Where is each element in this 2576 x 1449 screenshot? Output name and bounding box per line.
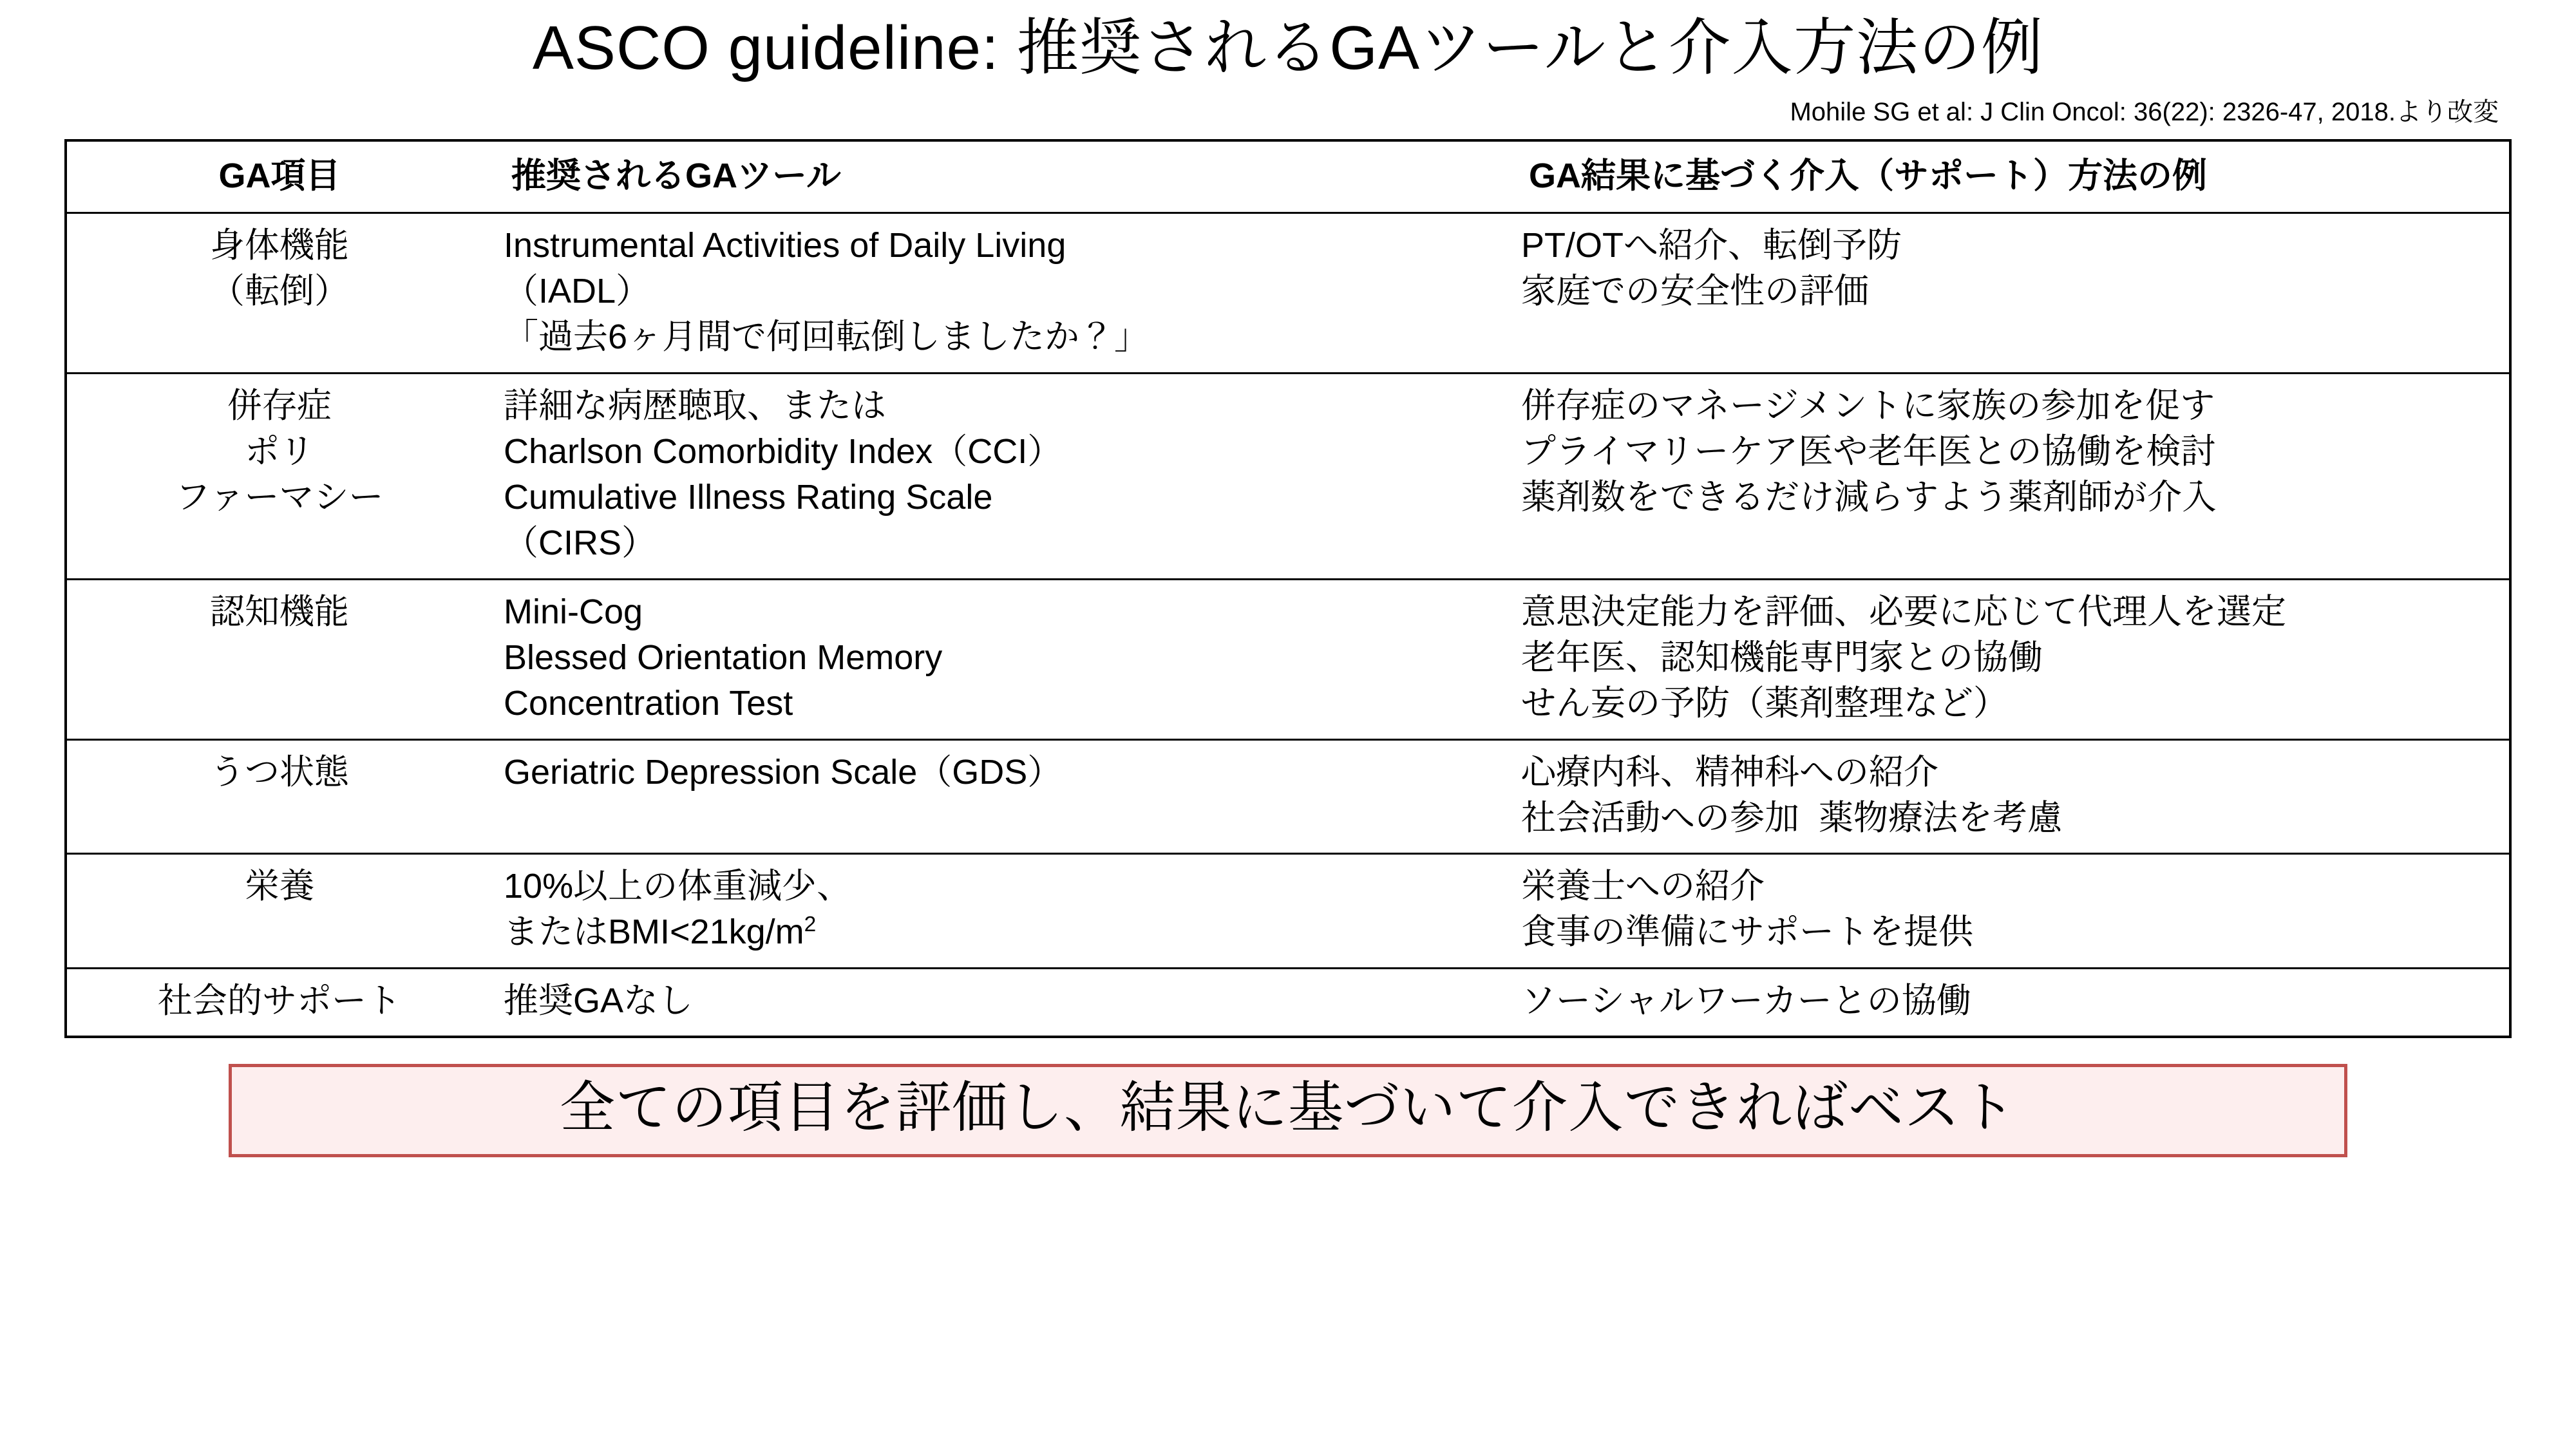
- cell-ga-tool-line: Mini-Cog: [504, 592, 643, 631]
- superscript: 2: [804, 913, 817, 937]
- table-row: [66, 373, 2510, 579]
- footer-callout-box: [229, 1064, 2347, 1157]
- cell-ga-tool-line: 「過去6ヶ月間で何回転倒しましたか？」: [504, 317, 1150, 357]
- cell-ga-intervention-line: 意思決定能力を評価、必要に応じて代理人を選定: [1521, 592, 2286, 631]
- table-row: [66, 213, 2510, 373]
- cell-ga-item-line: 併存症: [227, 386, 332, 425]
- cell-ga-item: [66, 968, 492, 1037]
- column-header-tool: 推奨されるGAツール: [492, 140, 1510, 213]
- cell-ga-tool-line: Instrumental Activities of Daily Living: [504, 225, 1066, 265]
- cell-ga-tool-line: または$BMI<21kg/m^2$: [504, 913, 817, 952]
- table-row: [66, 854, 2510, 969]
- cell-ga-intervention-line: 栄養士への紹介: [1521, 867, 1765, 906]
- cell-ga-intervention-line: 家庭での安全性の評価: [1521, 272, 1869, 311]
- cell-ga-tool-line: Blessed Orientation Memory: [504, 638, 943, 677]
- column-header-intervention: GA結果に基づく介入（サポート）方法の例: [1510, 140, 2510, 213]
- cell-ga-intervention: [1510, 373, 2510, 579]
- table-row: [66, 579, 2510, 739]
- cell-ga-intervention-line: プライマリーケア医や老年医との協働を検討: [1521, 431, 2216, 471]
- cell-ga-tool: [492, 213, 1510, 373]
- cell-ga-intervention-line: 食事の準備にサポートを提供: [1521, 913, 1973, 952]
- cell-ga-item: [66, 739, 492, 854]
- cell-ga-tool-line: 推奨GAなし: [504, 981, 694, 1020]
- cell-ga-intervention-line: 社会活動への参加 薬物療法を考慮: [1521, 798, 2063, 837]
- table-row: [66, 968, 2510, 1037]
- cell-ga-tool-line: Geriatric Depression Scale（GDS）: [504, 752, 1063, 791]
- cell-ga-item-line: 栄養: [245, 867, 314, 906]
- ga-table-container: [64, 139, 2512, 1038]
- cell-ga-tool-line: Cumulative Illness Rating Scale: [504, 478, 993, 517]
- footer-callout-text: 全ての項目を評価し、結果に基づいて介入できればベスト: [560, 1076, 2016, 1139]
- cell-ga-tool-line: （CIRS）: [504, 524, 657, 563]
- cell-ga-intervention-line: 併存症のマネージメントに家族の参加を促す: [1521, 386, 2215, 425]
- cell-ga-intervention: [1510, 739, 2510, 854]
- cell-ga-intervention-line: PT/OTへ紹介、転倒予防: [1521, 225, 1902, 265]
- cell-ga-item: [66, 854, 492, 969]
- cell-ga-intervention: [1510, 854, 2510, 969]
- cell-ga-intervention-line: 薬剤数をできるだけ減らすよう薬剤師が介入: [1521, 478, 2217, 517]
- ga-table: [64, 139, 2512, 1038]
- cell-ga-tool: [492, 968, 1510, 1037]
- cell-ga-intervention-line: ソーシャルワーカーとの協働: [1521, 981, 1971, 1020]
- cell-ga-intervention-line: 心療内科、精神科への紹介: [1521, 752, 1938, 791]
- ga-table-body: [66, 140, 2510, 1037]
- cell-ga-tool-line: 詳細な病歴聴取、または: [504, 386, 886, 425]
- cell-ga-tool: [492, 739, 1510, 854]
- cell-ga-item-line: 認知機能: [210, 592, 349, 631]
- cell-ga-intervention-line: 老年医、認知機能専門家との協働: [1521, 638, 2043, 677]
- cell-ga-item-line: 社会的サポート: [158, 981, 401, 1020]
- cell-ga-item-line: ファーマシー: [175, 478, 384, 517]
- citation-text: Mohile SG et al: J Clin Oncol: 36(22): 2326-47, 2018.より改変: [1790, 97, 2499, 126]
- cell-ga-tool-line: 10%以上の体重減少、: [504, 867, 852, 906]
- cell-ga-item: [66, 373, 492, 579]
- cell-ga-tool-line: Charlson Comorbidity Index（CCI）: [504, 431, 1063, 471]
- cell-ga-intervention: [1510, 968, 2510, 1037]
- cell-ga-intervention: [1510, 579, 2510, 739]
- cell-ga-tool: [492, 373, 1510, 579]
- cell-ga-tool: [492, 579, 1510, 739]
- cell-ga-item: [66, 213, 492, 373]
- table-header-row: [66, 140, 2510, 213]
- column-header-item: GA項目: [66, 140, 492, 213]
- cell-ga-tool-line: （IADL）: [504, 272, 651, 311]
- cell-ga-item-line: うつ状態: [210, 752, 349, 791]
- cell-ga-intervention-line: せん妄の予防（薬剤整理など）: [1521, 684, 2008, 723]
- cell-ga-item-line: 身体機能: [210, 225, 349, 265]
- cell-ga-tool-line: Concentration Test: [504, 684, 793, 723]
- cell-ga-item: [66, 579, 492, 739]
- cell-ga-intervention: [1510, 213, 2510, 373]
- cell-ga-item-line: ポリ: [245, 431, 314, 471]
- cell-ga-tool: [492, 854, 1510, 969]
- page-title: ASCO guideline: 推奨されるGAツールと介入方法の例: [532, 14, 2044, 82]
- cell-ga-item-line: （転倒）: [210, 272, 349, 311]
- table-row: [66, 739, 2510, 854]
